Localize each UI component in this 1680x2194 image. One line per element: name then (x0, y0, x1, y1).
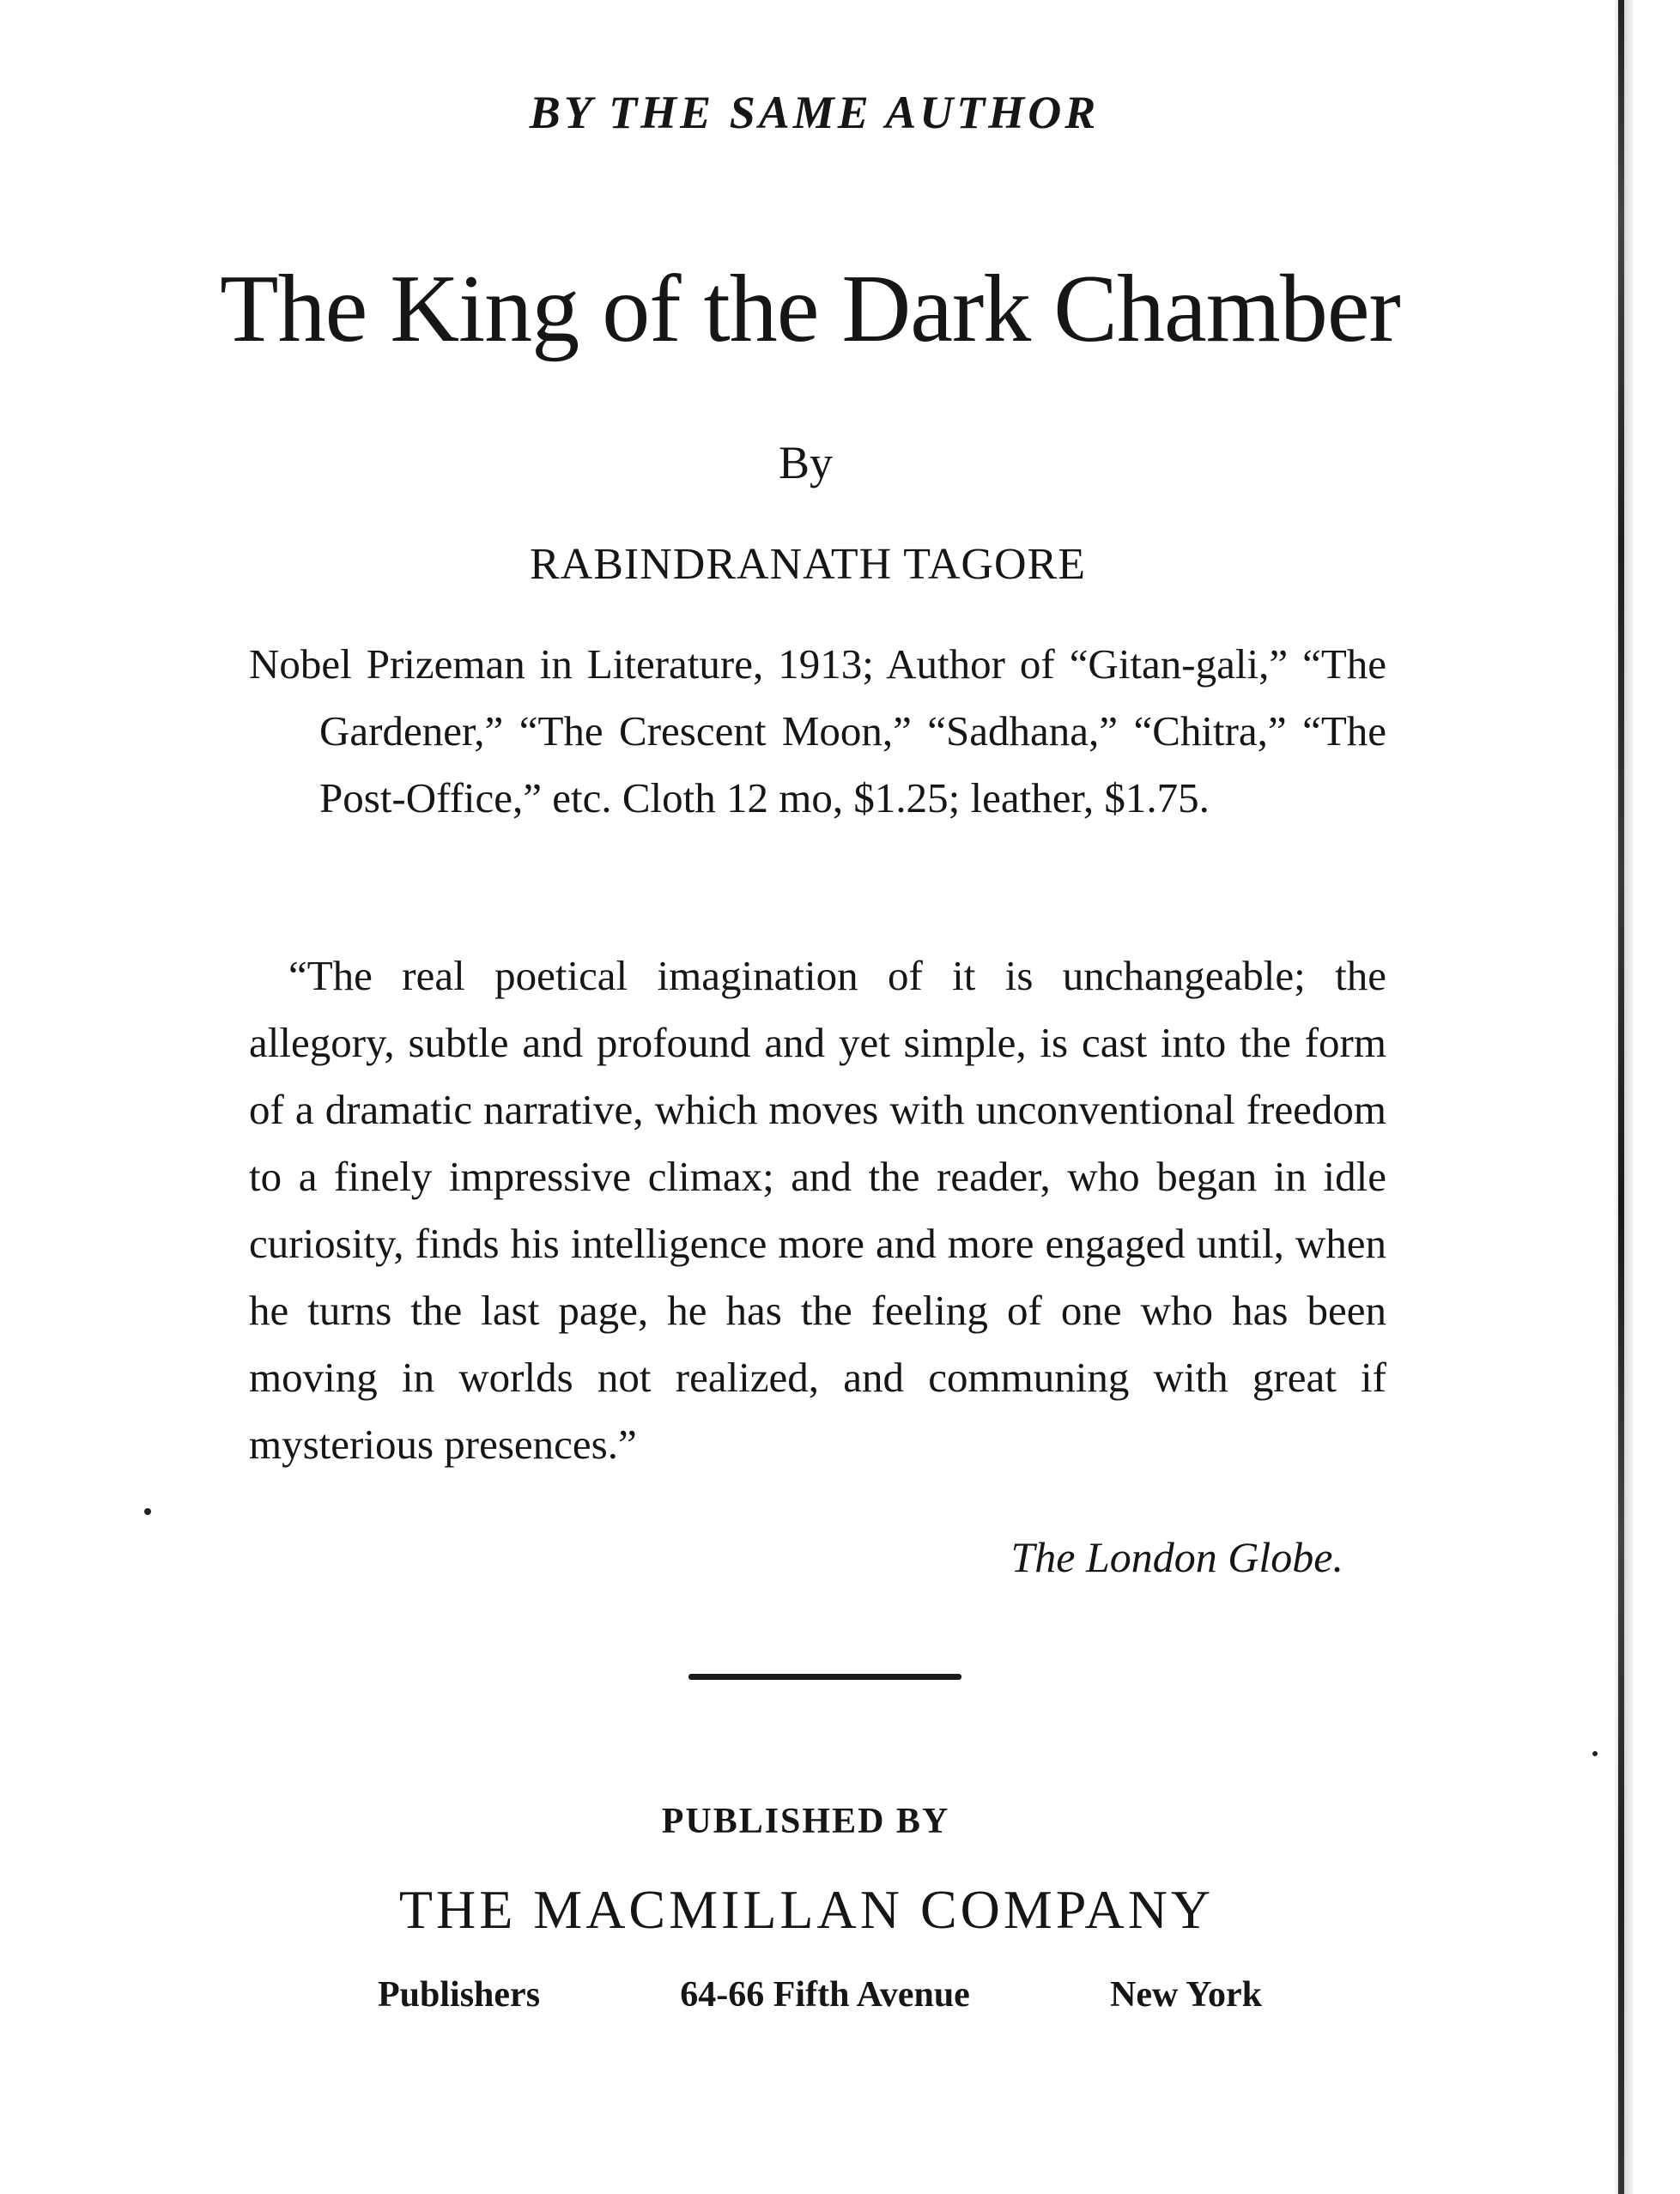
author-description: Nobel Prizeman in Literature, 1913; Author of “Gitan-gali,” “The Gardener,” “The Crescent Moon,” “Sadhana,” “Chitra,” “The Post-Office,” etc. Cloth 12 mo, $1.25; leather, $1.75. (249, 640, 1386, 821)
publisher-city: New York (1110, 1975, 1262, 2015)
published-by-label: PUBLISHED BY (661, 1802, 950, 1841)
publisher-info (378, 1974, 1262, 2015)
ink-speck (1592, 1751, 1598, 1756)
author-name: RABINDRANATH TAGORE (529, 540, 1086, 589)
review-source: The London Globe. (1010, 1533, 1343, 1581)
ink-speck (144, 1508, 151, 1515)
publisher-role: Publishers (378, 1975, 541, 2015)
by-label: By (778, 437, 834, 488)
section-divider (688, 1674, 961, 1680)
review-quote: “The real poetical imagination of it is unchangeable; the allegory, subtle and profound and yet simple, is cast into the form of a dramatic narrative, which moves with unconventional freedom to a finely impressive climax; and the reader, who began in idle curiosity, finds his intelligence more and more engaged until, when he turns the last page, he has the feeling of one who has been moving in worlds not realized, and communing with great if mysterious presences.” (249, 952, 1386, 1468)
publisher-address: 64-66 Fifth Avenue (680, 1975, 970, 2015)
page-binding-edge (1614, 0, 1633, 2194)
publisher-name: THE MACMILLAN COMPANY (398, 1879, 1215, 1940)
book-title: The King of the Dark Chamber (220, 256, 1400, 362)
by-same-author-heading: BY THE SAME AUTHOR (529, 87, 1100, 138)
